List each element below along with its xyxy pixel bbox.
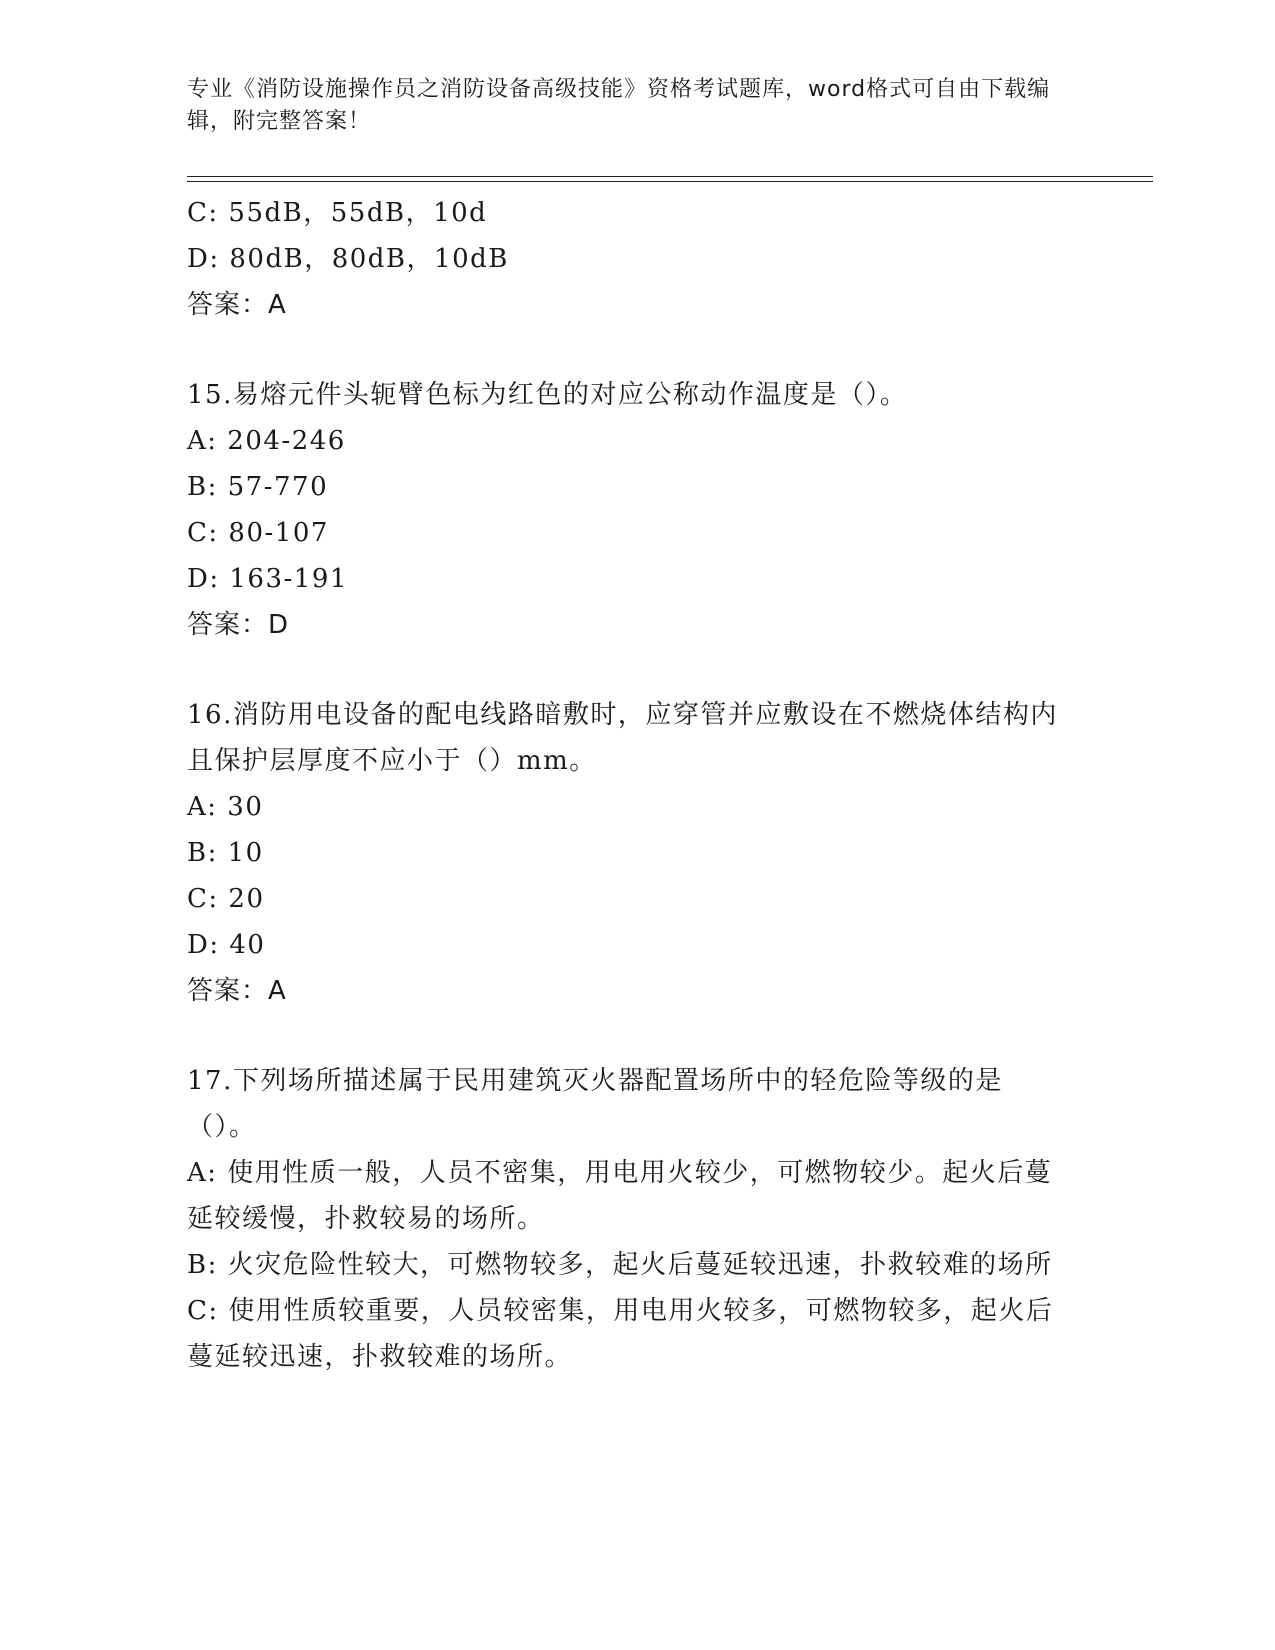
document-header: 专业《消防设施操作员之消防设备高级技能》资格考试题库，word格式可自由下载编辑，附完整答案！ (187, 77, 1051, 134)
question-stem: 15.易熔元件头轭臂色标为红色的对应公称动作温度是（）。 (187, 380, 908, 410)
option-c: C: 20 (187, 884, 265, 914)
option-d: D: 40 (187, 930, 266, 960)
option-d: D: 80dB，80dB，10dB (187, 244, 509, 274)
question-16 (187, 692, 1067, 1014)
question-17 (187, 1058, 1067, 1380)
answer-line: 答案：A (187, 290, 287, 320)
option-c: C: 80-107 (187, 518, 329, 548)
option-b: B: 57-770 (187, 472, 329, 502)
option-c: C: 使用性质较重要，人员较密集，用电用火较多，可燃物较多，起火后蔓延较迅速，扑救较难的场所。 (187, 1296, 1054, 1372)
option-a: A: 204-246 (187, 426, 346, 456)
answer-line: 答案：D (187, 610, 290, 640)
question-15 (187, 372, 1067, 648)
option-a: A: 使用性质一般，人员不密集，用电用火较少，可燃物较少。起火后蔓延较缓慢，扑救较易的场所。 (187, 1158, 1053, 1234)
option-a: A: 30 (187, 792, 264, 822)
question-content (187, 190, 1067, 1380)
answer-line: 答案：A (187, 976, 287, 1006)
question-stem: 17.下列场所描述属于民用建筑灭火器配置场所中的轻危险等级的是（）。 (187, 1066, 1003, 1142)
option-b: B: 火灾危险性较大，可燃物较多，起火后蔓延较迅速，扑救较难的场所 (187, 1250, 1053, 1280)
option-c: C: 55dB，55dB，10d (187, 198, 488, 228)
option-b: B: 10 (187, 838, 264, 868)
previous-question-tail (187, 190, 1067, 328)
question-stem: 16.消防用电设备的配电线路暗敷时，应穿管并应敷设在不燃烧体结构内且保护层厚度不应小于（）mm。 (187, 700, 1058, 776)
header-rule-bottom (187, 181, 1153, 182)
option-d: D: 163-191 (187, 564, 348, 594)
header-rule-top (187, 176, 1153, 177)
